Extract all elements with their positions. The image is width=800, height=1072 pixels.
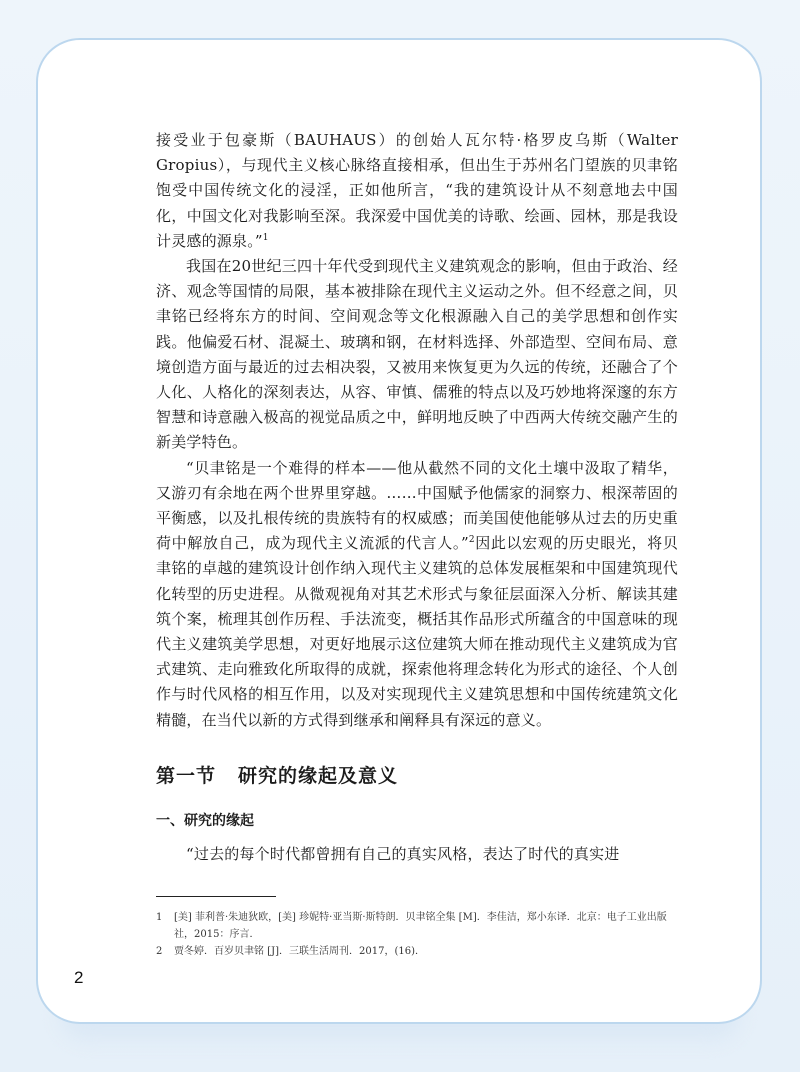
footnote-text: 贾冬婷．百岁贝聿铭 [J]．三联生活周刊．2017，(16)． [174, 946, 425, 957]
section-heading [156, 761, 678, 788]
section-number: 第一节 [156, 764, 217, 787]
footnotes [156, 896, 678, 960]
subsection-heading: 一、研究的缘起 [156, 812, 254, 829]
paragraph-3 [156, 456, 678, 733]
section-title: 研究的缘起及意义 [238, 764, 399, 787]
paragraph-4: “过去的每个时代都曾拥有自己的真实风格，表达了时代的真实进 [186, 844, 620, 863]
footnote-number: 1 [156, 912, 163, 923]
footnote-divider [156, 896, 276, 897]
paragraph-1-text: 接受业于包豪斯（BAUHAUS）的创始人瓦尔特·格罗皮乌斯（Walter Gropius），与现代主义核心脉络直接相承，但出生于苏州名门望族的贝聿铭饱受中国传统文化的浸淫，正如他所言，“我的建筑设计从不刻意地去中国化，中国文化对我影响至深。我深爱中国优美的诗歌、绘画、园林，那是我设计灵感的源泉。” [156, 131, 678, 250]
paragraph-3-quote: “贝聿铭是一个难得的样本——他从截然不同的文化土壤中汲取了精华，又游刃有余地在两个世界里穿越。……中国赋予他儒家的洞察力、根深蒂固的平衡感，以及扎根传统的贵族特有的权威感；而美国使他能够从过去的历史重荷中解放自己，成为现代主义流派的代言人。” [156, 458, 678, 553]
page-body [156, 128, 678, 867]
book-page [36, 38, 762, 1024]
paragraph-1 [156, 128, 678, 254]
footnote-item [156, 943, 678, 960]
footnote-text: [美] 菲利普·朱迪狄欧，[美] 珍妮特·亚当斯·斯特朗．贝聿铭全集 [M]．李佳洁，郑小东译．北京：电子工业出版社，2015：序言． [174, 912, 667, 940]
page-number: 2 [74, 968, 84, 987]
footnote-ref-2: 2 [468, 535, 475, 546]
paragraph-2: 我国在20世纪三四十年代受到现代主义建筑观念的影响，但由于政治、经济、观念等国情的局限，基本被排除在现代主义运动之外。但不经意之间，贝聿铭已经将东方的时间、空间观念等文化根源融入自己的美学思想和创作实践。他偏爱石材、混凝土、玻璃和钢，在材料选择、外部造型、空间布局、意境创造方面与最近的过去相决裂，又被用来恢复更为久远的传统，还融合了个人化、人格化的深刻表达，从容、审慎、儒雅的特点以及巧妙地将深邃的东方智慧和诗意融入极高的视觉品质之中，鲜明地反映了中西两大传统交融产生的新美学特色。 [156, 257, 678, 452]
footnote-item [156, 909, 678, 943]
footnote-number: 2 [156, 946, 163, 957]
paragraph-3-text: 因此以宏观的历史眼光，将贝聿铭的卓越的建筑设计创作纳入现代主义建筑的总体发展框架和中国建筑现代化转型的历史进程。从微观视角对其艺术形式与象征层面深入分析、解读其建筑个案，梳理其创作历程、手法流变，概括其作品形式所蕴含的中国意味的现代主义建筑美学思想，对更好地展示这位建筑大师在推动现代主义建筑成为官式建筑、走向雅致化所取得的成就，探索他将理念转化为形式的途径、个人创作与时代风格的相互作用，以及对实现现代主义建筑思想和中国传统建筑文化精髓，在当代以新的方式得到继承和阐释具有深远的意义。 [156, 534, 678, 729]
footnote-ref-1: 1 [262, 232, 269, 243]
